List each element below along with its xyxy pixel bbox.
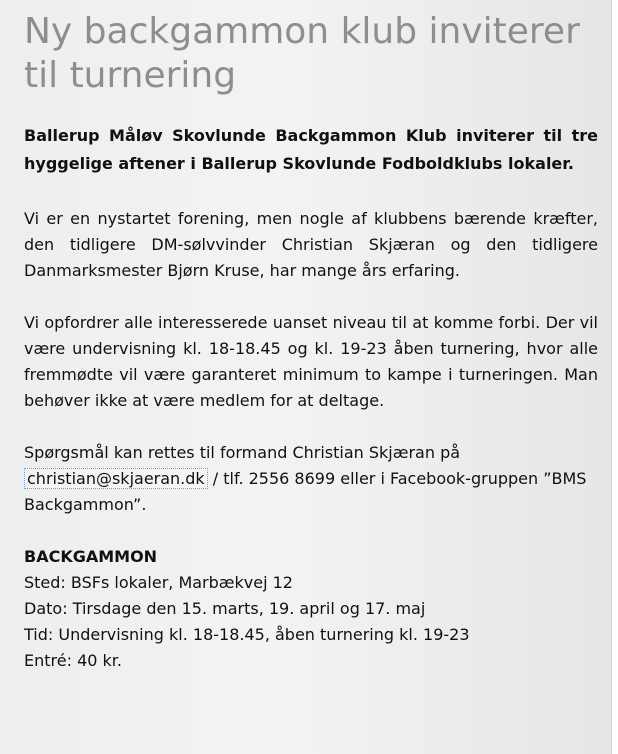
article-lead: Ballerup Måløv Skovlunde Backgammon Klub inviterer til tre hyggelige aftener i Ballerup Skovlunde Fodboldklubs lokaler. bbox=[24, 126, 598, 173]
paragraph-contact bbox=[24, 440, 598, 518]
event-place: Sted: BSFs lokaler, Marbækvej 12 bbox=[24, 573, 293, 592]
event-heading: BACKGAMMON bbox=[24, 547, 158, 566]
article-content bbox=[24, 10, 598, 674]
event-date: Dato: Tirsdage den 15. marts, 19. april og 17. maj bbox=[24, 599, 426, 618]
event-details bbox=[24, 544, 598, 674]
contact-prefix: Spørgsmål kan rettes til formand Christian Skjæran på bbox=[24, 443, 461, 462]
paragraph-club-intro: Vi er en nystartet forening, men nogle af klubbens bærende kræfter, den tidligere DM-sølvvinder Christian Skjæran og den tidligere Danmarksmester Bjørn Kruse, har mange års erfaring. bbox=[24, 209, 598, 280]
paragraph-invitation: Vi opfordrer alle interesserede uanset niveau til at komme forbi. Der vil være undervisning kl. 18-18.45 og kl. 19-23 åben turnering, hvor alle fremmødte vil være garanteret minimum to kampe i turneringen. Man behøver ikke at være medlem for at deltage. bbox=[24, 313, 598, 410]
article-title: Ny backgammon klub inviterer til turnering bbox=[24, 11, 580, 96]
contact-suffix: / tlf. 2556 8699 eller i Facebook-gruppen ”BMS Backgammon”. bbox=[24, 469, 587, 514]
event-fee: Entré: 40 kr. bbox=[24, 651, 122, 670]
event-time: Tid: Undervisning kl. 18-18.45, åben turnering kl. 19-23 bbox=[24, 625, 470, 644]
email-link[interactable]: christian@skjaeran.dk bbox=[24, 468, 208, 489]
